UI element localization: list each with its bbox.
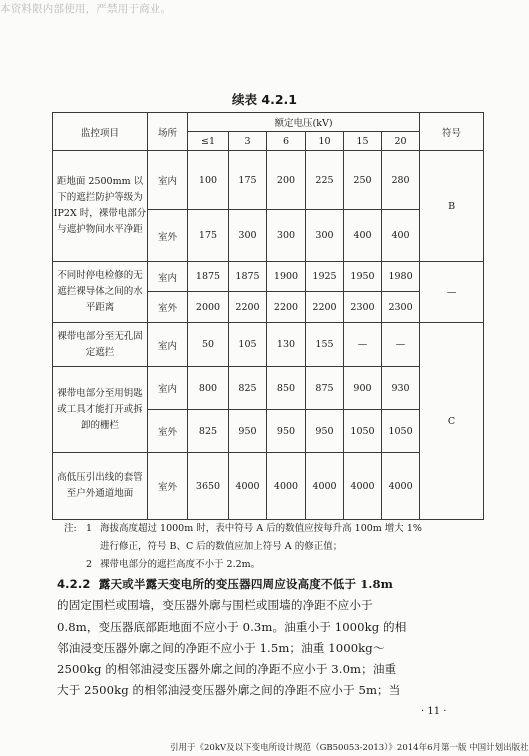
value-cell: 4000 — [306, 453, 344, 520]
value-cell: — — [382, 323, 420, 367]
value-cell: 1875 — [229, 262, 267, 292]
value-cell: 1925 — [306, 262, 344, 292]
place-cell: 室外 — [148, 410, 188, 453]
value-cell: 250 — [344, 151, 382, 210]
table-row — [53, 262, 484, 292]
table-row — [53, 453, 484, 520]
citation-footer: 引用于《20kV及以下变电所设计规范（GB50053-2013）》2014年6月第一版 中国计划出版社 — [170, 743, 529, 753]
place-cell: 室内 — [148, 262, 188, 292]
note-text: 进行修正，符号 B、C 后的数值应加上符号 A 的修正值； — [100, 541, 343, 552]
value-cell: 3650 — [188, 453, 229, 520]
value-cell: 105 — [229, 323, 267, 367]
section-line — [57, 574, 482, 595]
table-title: 续表 4.2.1 — [232, 92, 297, 107]
table-row — [53, 151, 484, 210]
monitor-item-cell: 裸带电部分至无孔固定遮拦 — [53, 323, 148, 367]
value-cell: 2300 — [344, 292, 382, 323]
value-cell: 50 — [188, 323, 229, 367]
value-cell: 1980 — [382, 262, 420, 292]
value-cell: 130 — [267, 323, 306, 367]
header-voltage: 10 — [306, 132, 344, 151]
watermark-text: 本资料限内部使用，严禁用于商业。 — [0, 3, 172, 15]
section-line: 邻油浸变压器外廓之间的净距不应小于 1.5m；油重 1000kg～ — [57, 640, 385, 655]
value-cell: 950 — [306, 410, 344, 453]
value-cell: 100 — [188, 151, 229, 210]
value-cell: 400 — [382, 210, 420, 262]
header-voltage: ≤1 — [188, 132, 229, 151]
note-text: 海拔高度超过 1000m 时，表中符号 A 后的数值应按每升高 100m 增大 1% — [100, 523, 422, 534]
section-line: 的固定围栏或围墙，变压器外廓与围栏或围墙的净距不应小于 — [57, 598, 373, 613]
monitor-item-cell: 高低压引出线的套管至户外通道地面 — [53, 453, 148, 520]
value-cell: 1875 — [188, 262, 229, 292]
place-cell: 室外 — [148, 210, 188, 262]
value-cell: 800 — [188, 367, 229, 410]
value-cell: 950 — [267, 410, 306, 453]
place-cell: 室内 — [148, 151, 188, 210]
section-line: 2500kg 的相邻油浸变压器外廓之间的净距不应小于 3.0m；油重 — [57, 662, 397, 677]
value-cell: 825 — [229, 367, 267, 410]
value-cell: 300 — [267, 210, 306, 262]
clearance-table — [52, 112, 484, 520]
value-cell: 4000 — [267, 453, 306, 520]
value-cell: 400 — [344, 210, 382, 262]
value-cell: 4000 — [382, 453, 420, 520]
place-cell: 室内 — [148, 367, 188, 410]
header-voltage: 15 — [344, 132, 382, 151]
header-monitor-item: 监控项目 — [53, 113, 148, 151]
section-line: 大于 2500kg 的相邻油浸变压器外廓之间的净距不应小于 5m；当 — [57, 683, 401, 698]
place-cell: 室外 — [148, 292, 188, 323]
value-cell: 825 — [188, 410, 229, 453]
header-place: 场所 — [148, 113, 188, 151]
value-cell: 4000 — [229, 453, 267, 520]
table-row — [53, 323, 484, 367]
value-cell: 900 — [344, 367, 382, 410]
place-cell: 室外 — [148, 453, 188, 520]
section-line: 0.8m，变压器底部距地面不应小于 0.3m。油重小于 1000kg 的相 — [57, 619, 407, 634]
value-cell: 300 — [229, 210, 267, 262]
value-cell: 225 — [306, 151, 344, 210]
value-cell: 950 — [229, 410, 267, 453]
header-voltage: 6 — [267, 132, 306, 151]
value-cell: 4000 — [344, 453, 382, 520]
header-rated-voltage: 额定电压(kV) — [188, 113, 420, 132]
symbol-cell: B — [420, 151, 484, 262]
symbol-cell: — — [420, 262, 484, 323]
value-cell: 2000 — [188, 292, 229, 323]
value-cell: 175 — [188, 210, 229, 262]
note-index: 2 — [86, 559, 93, 570]
place-cell: 室内 — [148, 323, 188, 367]
value-cell: 175 — [229, 151, 267, 210]
note-2 — [64, 556, 494, 574]
value-cell: 930 — [382, 367, 420, 410]
monitor-item-cell: 裸带电部分至用钥匙或工具才能打开或拆卸的栅栏 — [53, 367, 148, 453]
header-symbol: 符号 — [420, 113, 484, 151]
value-cell: 280 — [382, 151, 420, 210]
header-voltage: 20 — [382, 132, 420, 151]
value-cell: 2300 — [382, 292, 420, 323]
value-cell: 200 — [267, 151, 306, 210]
value-cell: 1950 — [344, 262, 382, 292]
value-cell: 875 — [306, 367, 344, 410]
monitor-item-cell: 不同时停电检修的无遮拦裸导体之间的水平距离 — [53, 262, 148, 323]
value-cell: 1900 — [267, 262, 306, 292]
section-4-2-2 — [57, 574, 482, 702]
monitor-item-cell: 距地面 2500mm 以下的遮拦防护等级为 IP2X 时，裸带电部分与遮护物间水平净距 — [53, 151, 148, 262]
page-number: · 11 · — [421, 706, 447, 717]
value-cell: 155 — [306, 323, 344, 367]
notes-label: 注: — [64, 523, 77, 534]
table-row — [53, 367, 484, 410]
value-cell: 2200 — [229, 292, 267, 323]
section-number: 4.2.2 — [57, 577, 91, 591]
note-text: 裸带电部分的遮拦高度不小于 2.2m。 — [100, 559, 261, 570]
note-1 — [64, 520, 494, 538]
value-cell: 1050 — [382, 410, 420, 453]
symbol-cell: C — [420, 323, 484, 520]
table-notes — [64, 520, 494, 574]
value-cell: 850 — [267, 367, 306, 410]
section-text: 露天或半露天变电所的变压器四周应设高度不低于 1.8m — [98, 577, 394, 591]
value-cell: 300 — [306, 210, 344, 262]
value-cell: 2200 — [267, 292, 306, 323]
value-cell: — — [344, 323, 382, 367]
note-index: 1 — [86, 523, 93, 534]
value-cell: 1050 — [344, 410, 382, 453]
header-voltage: 3 — [229, 132, 267, 151]
value-cell: 2200 — [306, 292, 344, 323]
